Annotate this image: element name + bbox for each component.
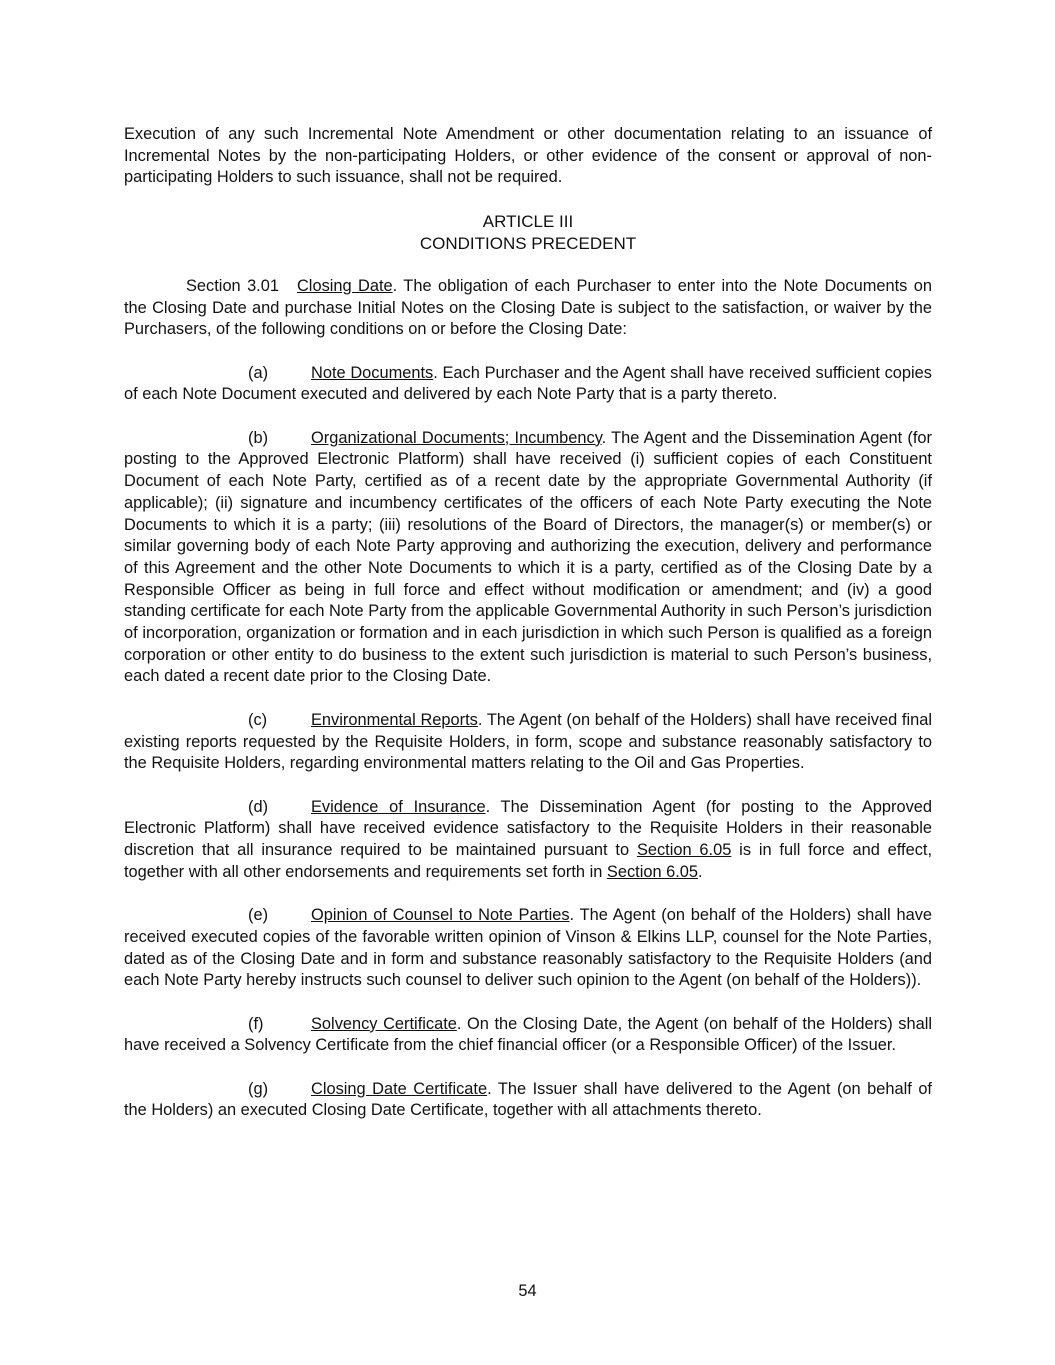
item-text: . The Dissemination Agent (for posting to the Approved Electronic Platform) shall have received evidence satisfactory to the Requisite Holders in their reasonable discretion that all insurance required to be maintained pursuant to	[124, 797, 933, 860]
item-text: .	[698, 862, 703, 881]
item-title: Solvency Certificate	[311, 1014, 457, 1033]
page-number: 54	[518, 1282, 537, 1300]
item-title: Closing Date Certificate	[311, 1079, 488, 1098]
item-label: (a)	[248, 363, 269, 382]
article-heading	[124, 211, 932, 255]
item-c	[124, 710, 932, 775]
item-label: (g)	[248, 1079, 269, 1098]
item-title: Note Documents	[311, 363, 434, 382]
item-text: is in full force and effect, together with all other endorsements and requirements set forth in	[124, 841, 932, 881]
intro-paragraph: Execution of any such Incremental Note Amendment or other documentation relating to an issuance of Incremental Notes by the non-participating Holders, or other evidence of the consent or approval of non-participating Holders to such issuance, shall not be required.	[124, 125, 932, 187]
item-b	[124, 428, 932, 688]
item-e	[124, 905, 932, 992]
section-number: Section 3.01	[186, 276, 279, 295]
item-text: . The Issuer shall have delivered to the Agent (on behalf of the Holders) an executed Closing Date Certificate, together with all attachments thereto.	[124, 1079, 932, 1120]
item-title: Organizational Documents; Incumbency	[311, 428, 602, 447]
item-text: . On the Closing Date, the Agent (on behalf of the Holders) shall have received a Solvency Certificate from the chief financial officer (or a Responsible Officer) of the Issuer.	[124, 1014, 933, 1055]
article-number: ARTICLE III	[482, 211, 574, 231]
item-title: Opinion of Counsel to Note Parties	[311, 906, 570, 925]
item-text: . The Agent (on behalf of the Holders) shall have received final existing reports requested by the Requisite Holders, in form, scope and substance reasonably satisfactory to the Requisite Holders, regarding environmental matters relating to the Oil and Gas Properties.	[124, 710, 932, 773]
item-text: . Each Purchaser and the Agent shall have received sufficient copies of each Note Document executed and delivered by each Note Party that is a party thereto.	[124, 363, 932, 404]
item-f	[124, 1014, 932, 1057]
item-label: (c)	[248, 710, 268, 729]
section-reference: Section 6.05	[606, 862, 699, 881]
item-d	[124, 797, 932, 884]
item-text: . The Agent and the Dissemination Agent (for posting to the Approved Electronic Platform) shall have received (i) sufficient copies of each Constituent Document of each Note Party, certified as of a recent date by the appropriate Governmental Authority (if applicable); (ii) signature and incumbency certificates of the officers of each Note Party executing the Note Documents to which it is a party; (iii) resolutions of the Board of Directors, the manager(s) or member(s) or similar governing body of each Note Party approving and authorizing the execution, delivery and performance of this Agreement and the other Note Documents to which it is a party, certified as of the Closing Date by a Responsible Officer as being in full force and effect without modification or amendment; and (iv) a good standing certificate for each Note Party from the applicable Governmental Authority in such Person’s jurisdiction of incorporation, organization or formation and in each jurisdiction in which such Person is qualified as a foreign corporation or other entity to do business to the extent such jurisdiction is material to such Person’s business, each dated a recent date prior to the Closing Date.	[124, 428, 932, 686]
item-g	[124, 1079, 932, 1122]
item-title: Evidence of Insurance	[311, 797, 486, 816]
item-title: Environmental Reports	[311, 710, 478, 729]
item-label: (b)	[248, 428, 269, 447]
section-title: Closing Date	[296, 276, 393, 295]
item-label: (d)	[248, 797, 269, 816]
document-page	[124, 124, 932, 1144]
item-text: . The Agent (on behalf of the Holders) shall have received executed copies of the favorable written opinion of Vinson & Elkins LLP, counsel for the Note Parties, dated as of the Closing Date and in form and substance reasonably satisfactory to the Requisite Holders (and each Note Party hereby instructs such counsel to deliver such opinion to the Agent (on behalf of the Holders)).	[124, 906, 933, 990]
item-a	[124, 363, 932, 406]
item-label: (f)	[248, 1014, 264, 1033]
article-title: CONDITIONS PRECEDENT	[419, 233, 637, 253]
item-label: (e)	[248, 906, 269, 925]
section-text: . The obligation of each Purchaser to enter into the Note Documents on the Closing Date and purchase Initial Notes on the Closing Date is subject to the satisfaction, or waiver by the Purchasers, of the following conditions on or before the Closing Date:	[124, 276, 932, 339]
section-reference: Section 6.05	[636, 841, 732, 860]
section-3-01	[124, 276, 932, 341]
